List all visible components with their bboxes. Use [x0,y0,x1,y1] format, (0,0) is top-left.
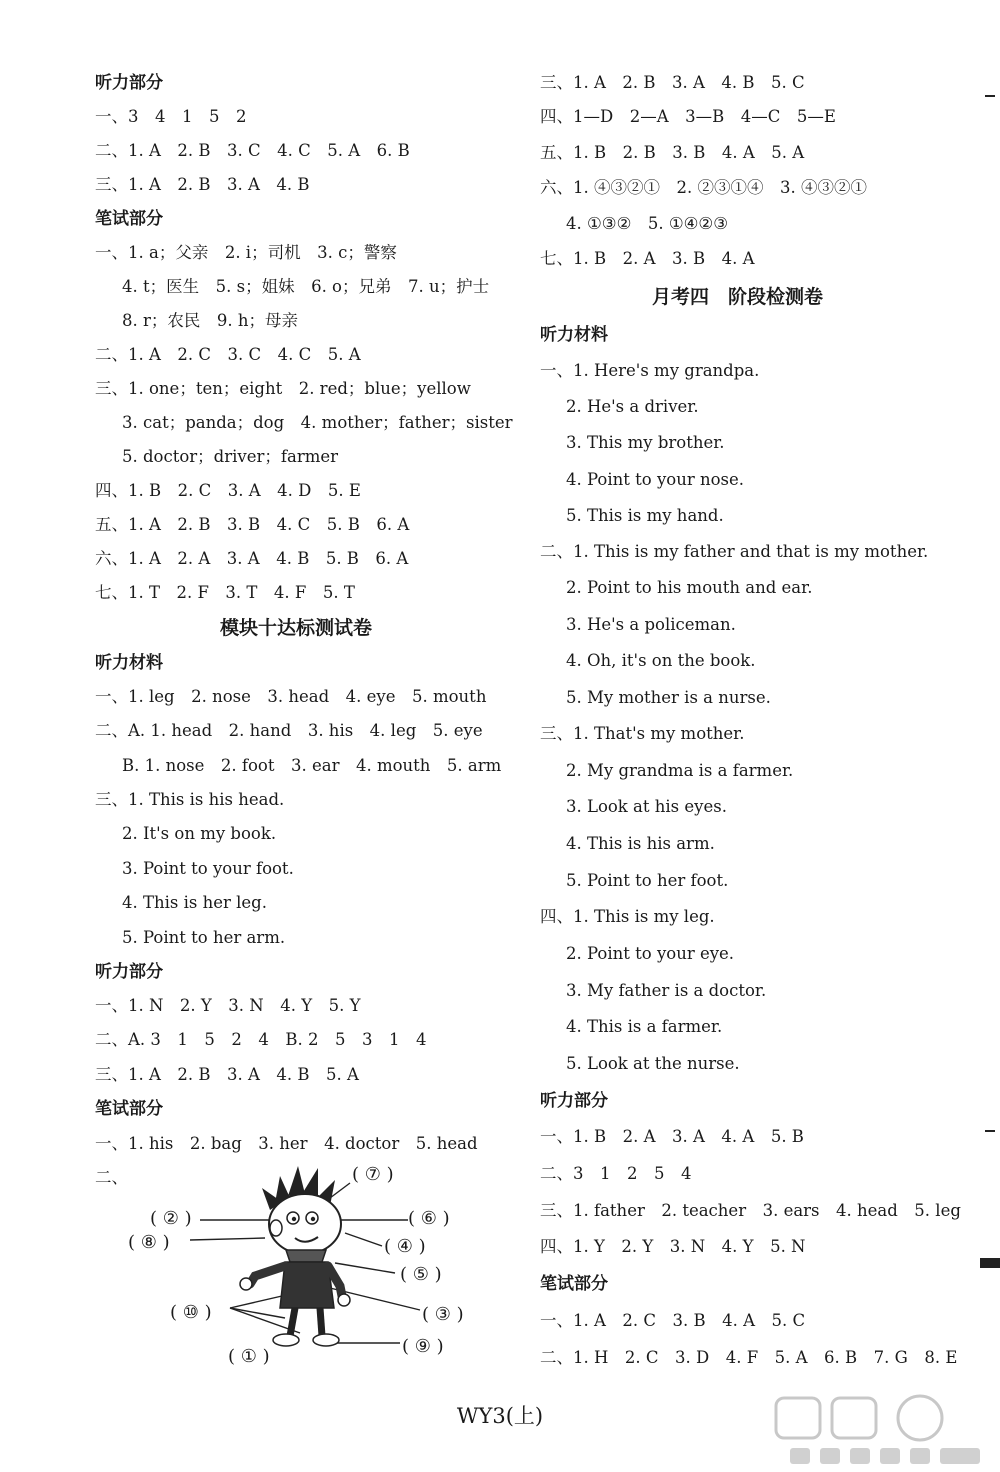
answer-line: 二、3 1 2 5 4 [540,1164,692,1183]
answer-line: 二、1. A 2. C 3. C 4. C 5. A [95,345,361,364]
answer-line: 二、A. 1. head 2. hand 3. his 4. leg 5. eye [95,721,483,740]
diagram-label: ( ⑦ ) [352,1164,394,1185]
answer-line: 3. Point to your foot. [122,859,294,878]
answer-line: 2. Point to his mouth and ear. [566,578,813,597]
answer-line: 三、1. A 2. B 3. A 4. B 5. A [95,1065,359,1084]
answer-line: 一、1. Here's my grandpa. [540,361,760,380]
answer-line: 5. Point to her arm. [122,928,286,947]
answer-line: 一、1. B 2. A 3. A 4. A 5. B [540,1127,804,1146]
answer-line: 4. Point to your nose. [566,470,744,489]
answer-line: 六、1. ④③②① 2. ②③①④ 3. ④③②① [540,178,867,197]
answer-line: 一、1. N 2. Y 3. N 4. Y 5. Y [95,996,361,1015]
answer-line: 二、1. This is my father and that is my mother. [540,542,929,561]
answer-line: B. 1. nose 2. foot 3. ear 4. mouth 5. arm [122,756,502,775]
answer-line: 五、1. B 2. B 3. B 4. A 5. A [540,143,805,162]
answer-line: 二、 [95,1168,128,1187]
answer-line: 一、1. a；父亲 2. i；司机 3. c；警察 [95,243,397,262]
diagram-label: ( ④ ) [384,1236,426,1257]
answer-line: 六、1. A 2. A 3. A 4. B 5. B 6. A [95,549,409,568]
answer-line: 一、1. A 2. C 3. B 4. A 5. C [540,1311,806,1330]
answer-line: 4. Oh, it's on the book. [566,651,756,670]
answer-line: 5. Look at the nurse. [566,1054,740,1073]
diagram-label: ( ② ) [150,1208,192,1229]
edge-mark [980,1258,1000,1268]
watermark-logo [770,1392,990,1470]
answer-line: 四、1. B 2. C 3. A 4. D 5. E [95,481,361,500]
section-heading: 笔试部分 [540,1274,608,1294]
answer-line: 一、3 4 1 5 2 [95,107,247,126]
section-heading: 笔试部分 [95,209,163,229]
answer-line: 8. r；农民 9. h；母亲 [122,311,298,330]
answer-line: 七、1. B 2. A 3. B 4. A [540,249,755,268]
answer-line: 2. He's a driver. [566,397,699,416]
page-footer: WY3(上) [456,1404,544,1428]
answer-line: 七、1. T 2. F 3. T 4. F 5. T [95,583,355,602]
section-heading: 听力部分 [95,962,163,982]
diagram-label: ( ③ ) [422,1304,464,1325]
answer-line: 4. This is her leg. [122,893,267,912]
answer-line: 3. This my brother. [566,433,725,452]
body-parts-diagram [90,1158,490,1378]
answer-line: 三、1. father 2. teacher 3. ears 4. head 5. leg [540,1201,961,1220]
answer-line: 2. My grandma is a farmer. [566,761,794,780]
section-heading: 听力部分 [540,1091,608,1111]
answer-line: 五、1. A 2. B 3. B 4. C 5. B 6. A [95,515,410,534]
answer-line: 5. doctor；driver；farmer [122,447,339,466]
edge-mark [985,95,995,97]
answer-line: 3. Look at his eyes. [566,797,727,816]
answer-line: 四、1. This is my leg. [540,907,715,926]
edge-mark [985,1130,995,1132]
answer-line: 4. t；医生 5. s；姐妹 6. o；兄弟 7. u；护士 [122,277,490,296]
answer-line: 4. ①③② 5. ①④②③ [566,214,729,233]
answer-line: 一、1. leg 2. nose 3. head 4. eye 5. mouth [95,687,487,706]
answer-line: 一、1. his 2. bag 3. her 4. doctor 5. head [95,1134,478,1153]
answer-line: 三、1. This is his head. [95,790,285,809]
test-title: 月考四 阶段检测卷 [652,286,824,308]
answer-line: 二、1. H 2. C 3. D 4. F 5. A 6. B 7. G 8. E [540,1348,958,1367]
answer-line: 4. This is a farmer. [566,1017,723,1036]
answer-line: 2. Point to your eye. [566,944,735,963]
answer-line: 5. Point to her foot. [566,871,729,890]
answer-line: 3. He's a policeman. [566,615,736,634]
section-heading: 听力材料 [95,653,163,673]
answer-line: 三、1. A 2. B 3. A 4. B 5. C [540,73,805,92]
section-heading: 笔试部分 [95,1099,163,1119]
section-heading: 听力材料 [540,325,608,345]
answer-line: 3. cat；panda；dog 4. mother；father；sister [122,413,513,432]
answer-line: 四、1—D 2—A 3—B 4—C 5—E [540,107,836,126]
answer-line: 5. This is my hand. [566,506,724,525]
answer-line: 3. My father is a doctor. [566,981,767,1000]
answer-line: 四、1. Y 2. Y 3. N 4. Y 5. N [540,1237,806,1256]
test-title: 模块十达标测试卷 [220,617,373,639]
answer-line: 三、1. A 2. B 3. A 4. B [95,175,310,194]
answer-line: 2. It's on my book. [122,824,277,843]
diagram-label: ( ⑧ ) [128,1232,170,1253]
answer-line: 二、A. 3 1 5 2 4 B. 2 5 3 1 4 [95,1030,427,1049]
answer-line: 三、1. one；ten；eight 2. red；blue；yellow [95,379,471,398]
diagram-label: ( ⑥ ) [408,1208,450,1229]
section-heading: 听力部分 [95,73,163,93]
diagram-label: ( ① ) [228,1346,270,1367]
diagram-label: ( ⑨ ) [402,1336,444,1357]
answer-line: 4. This is his arm. [566,834,715,853]
diagram-label: ( ⑤ ) [400,1264,442,1285]
answer-line: 5. My mother is a nurse. [566,688,771,707]
answer-line: 二、1. A 2. B 3. C 4. C 5. A 6. B [95,141,410,160]
answer-line: 三、1. That's my mother. [540,724,745,743]
diagram-label: ( ⑩ ) [170,1302,212,1323]
